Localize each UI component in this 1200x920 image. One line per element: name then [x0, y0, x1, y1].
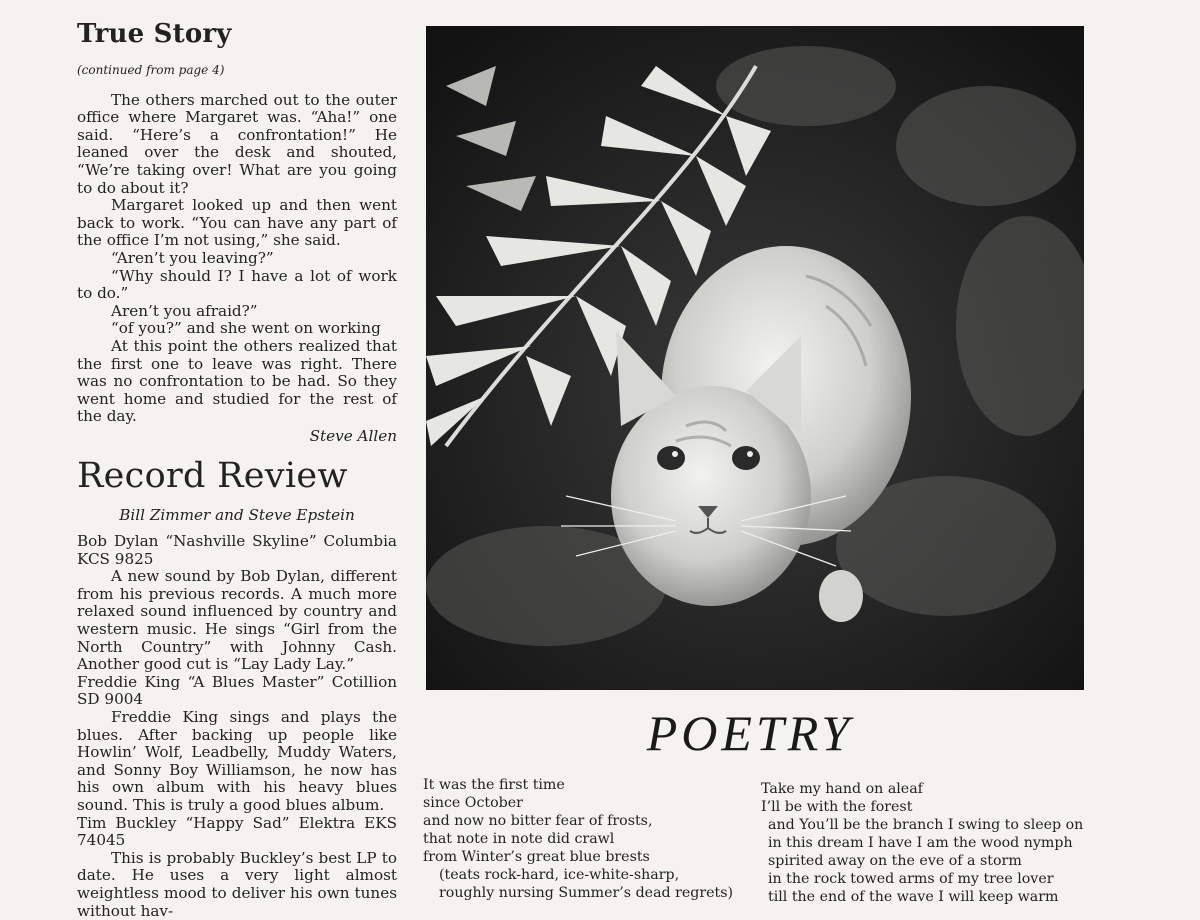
poetry-title: POETRY: [646, 705, 854, 761]
left-column: [77, 14, 397, 920]
story-paragraph: At this point the others realized that the first one to leave was right. There was no confrontation to be had. So they went home and studied for the rest of the day.: [77, 336, 397, 426]
poem-line: and You’ll be the branch I swing to sleep on: [768, 817, 1084, 833]
poem-first: [423, 776, 733, 902]
story-paragraph: Margaret looked up and then went back to work. “You can have any part of the office I’m not using,” she said.: [77, 196, 397, 250]
story-paragraph: The others marched out to the outer office where Margaret was. “Aha!” one said. “Here’s a confrontation!” He leaned over the desk and shouted, “We’re taking over! What are you going to do about it?: [77, 90, 397, 197]
poem-line: spirited away on the eve of a storm: [768, 853, 1022, 869]
record-review-title: Record Review: [77, 456, 348, 497]
poem-line: till the end of the wave I will keep warm: [768, 889, 1059, 905]
poem-line: I’ll be with the forest: [761, 799, 913, 815]
poem-line: since October: [423, 795, 523, 811]
record-heading: Tim Buckley “Happy Sad” Elektra EKS 74045: [77, 813, 397, 850]
story-paragraph: “of you?” and she went on working: [111, 319, 381, 338]
story-paragraph: Aren’t you afraid?”: [111, 301, 258, 320]
record-text: A new sound by Bob Dylan, different from his previous records. A much more relaxed sound influenced by country and western music. He sings “Girl from the North Country” with Johnny Cash. Another good cut is “Lay Lady Lay.”: [77, 567, 397, 674]
poem-line: that note in note did crawl: [423, 831, 615, 847]
poem-line: It was the first time: [423, 777, 565, 793]
record-text: This is probably Buckley’s best LP to date. He uses a very light almost weightless mood to deliver his own tunes without hav-: [77, 848, 397, 920]
record-heading: Bob Dylan “Nashville Skyline” Columbia KCS 9825: [77, 532, 397, 568]
poem-line: and now no bitter fear of frosts,: [423, 813, 653, 829]
cat-fern-photo: [426, 26, 1084, 690]
review-authors: Bill Zimmer and Steve Epstein: [119, 506, 355, 525]
story-signature: Steve Allen: [309, 426, 397, 445]
true-story-title: True Story: [77, 19, 232, 49]
poem-line: Take my hand on aleaf: [761, 781, 923, 797]
story-paragraph: “Why should I? I have a lot of work to do.”: [77, 266, 397, 303]
poem-line: (teats rock-hard, ice-white-sharp,: [439, 867, 680, 883]
story-paragraph: “Aren’t you leaving?”: [111, 248, 274, 267]
poem-line: roughly nursing Summer’s dead regrets): [439, 885, 734, 901]
record-text: Freddie King sings and plays the blues. After backing up people like Howlin’ Wolf, Leadbelly, Muddy Waters, and Sonny Boy Williamson, he now has his own album with his heavy blues sound. This is truly a good blues album.: [77, 708, 397, 814]
poem-line: in this dream I have I am the wood nymph: [768, 835, 1073, 851]
record-heading: Freddie King “A Blues Master” Cotillion SD 9004: [77, 672, 397, 709]
cat-photo-illustration: [426, 26, 1084, 690]
poem-line: in the rock towed arms of my tree lover: [768, 871, 1054, 887]
continued-note: (continued from page 4): [77, 63, 225, 77]
poem-second: [761, 780, 1083, 906]
poem-line: from Winter’s great blue brests: [423, 849, 650, 865]
